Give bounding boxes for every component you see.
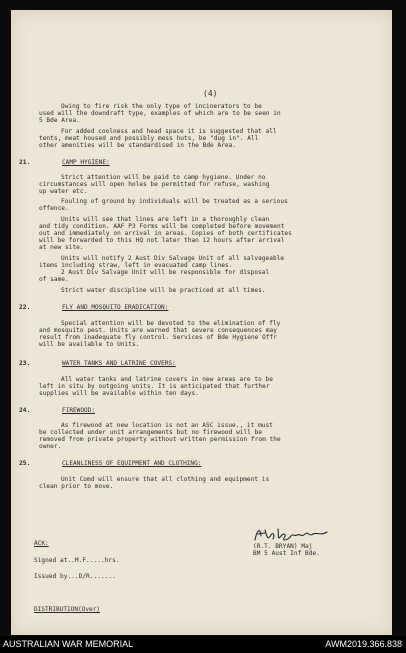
text-line: other amenities will be standardised in the Bde Area. <box>39 142 237 149</box>
distribution-label: DISTRIBUTION(Over) <box>34 606 101 613</box>
text-line: and tidy condition. AAF P3 Forms will be completed before movement <box>39 223 285 230</box>
archive-reference: AWM2019.366.838 <box>325 639 402 649</box>
section-heading: WATER TANKS AND LATRINE COVERS: <box>62 360 176 367</box>
text-line: Strict attention will be paid to camp hygiene. Under no <box>61 174 266 181</box>
section-number: 22. <box>19 304 31 311</box>
ack-label: ACK: <box>34 540 49 547</box>
section-heading: FIREWOOD: <box>62 407 96 414</box>
text-line: Units will see that lines are left in a thoroughly clean <box>61 216 270 223</box>
text-line: circumstances will open holes be permitted for refuse, washing <box>39 181 270 188</box>
text-line: All water tanks and latrine covers in new areas are to be <box>61 376 273 383</box>
text-line: Fouling of ground by individuals will be treated as a serious <box>61 198 288 205</box>
archive-name: AUSTRALIAN WAR MEMORIAL <box>3 639 134 649</box>
section-number: 24. <box>19 407 31 414</box>
text-line: be collected under unit arrangements but no firewood will be <box>39 429 263 436</box>
text-line: left in situ by outgoing units. It is anticipated that further <box>39 383 270 390</box>
text-line: Unit Comd will ensure that all clothing and equipment is <box>61 476 270 483</box>
text-line: up water etc. <box>39 188 88 195</box>
signatory-title: BM 5 Aust Inf Bde. <box>253 550 320 557</box>
text-line: at new site. <box>39 244 84 251</box>
section-number: 25. <box>19 460 31 467</box>
text-line: Units will notify 2 Aust Div Salvage Unit of all salvageable <box>61 255 285 262</box>
text-line: items including straw, left in evacuated camp lines. <box>39 262 233 269</box>
section-number: 23. <box>19 360 31 367</box>
text-line: Strict water discipline will be practiced at all times. <box>61 287 266 294</box>
text-line: 5 Bde Area. <box>39 117 80 124</box>
text-line: removed from private property without written permission from the <box>39 436 281 443</box>
text-line: of same. <box>39 276 69 283</box>
section-heading: CAMP HYGIENE: <box>62 159 110 166</box>
text-line: 2 Aust Div Salvage Unit will be responsible for disposal <box>61 269 270 276</box>
text-line: supplies will be available within ten days. <box>39 390 199 397</box>
text-line: clean prior to move. <box>39 483 114 490</box>
text-line: out and immediately on arrival in areas. Copies of both certificates <box>39 230 292 237</box>
text-line: will be available to Units. <box>39 341 140 348</box>
text-line: offence. <box>39 205 69 212</box>
issued-by-line: Issued by...D/R....... <box>34 573 116 580</box>
section-heading: CLEANLINESS OF EQUIPMENT AND CLOTHING: <box>62 460 202 467</box>
text-line: used will the downdraft type, examples of which are to be seen in <box>39 110 281 117</box>
signed-at-line: Signed at..M.F.....hrs. <box>34 557 120 564</box>
section-number: 21. <box>19 159 31 166</box>
archive-footer-bar <box>0 636 406 653</box>
text-line: result from inadequate fly control. Services of Bde Hygiene Offr <box>39 334 277 341</box>
text-line: and mosquito pest. Units are warned that severe consequences may <box>39 327 277 334</box>
page-number: (4) <box>203 89 218 98</box>
text-line: Owing to fire risk the only type of incinerators to be <box>61 103 262 110</box>
document-page <box>11 10 392 635</box>
text-line: Special attention will be devoted to the elimination of fly <box>61 320 281 327</box>
text-line: For added coolness and head space it is suggested that all <box>61 128 277 135</box>
section-heading: FLY AND MOSQUITO ERADICATION: <box>62 304 169 311</box>
text-line: tents, meat housed and possibly mess huts, be "dug in". All <box>39 135 259 142</box>
text-line: will be forwarded to this HQ not later than 12 hours after arrival <box>39 237 285 244</box>
text-line: As firewood at new location is not an ASC issue., it must <box>61 422 273 429</box>
signatory-name: (R.T. BRYAN) Maj <box>253 543 313 550</box>
text-line: owner. <box>39 443 62 450</box>
